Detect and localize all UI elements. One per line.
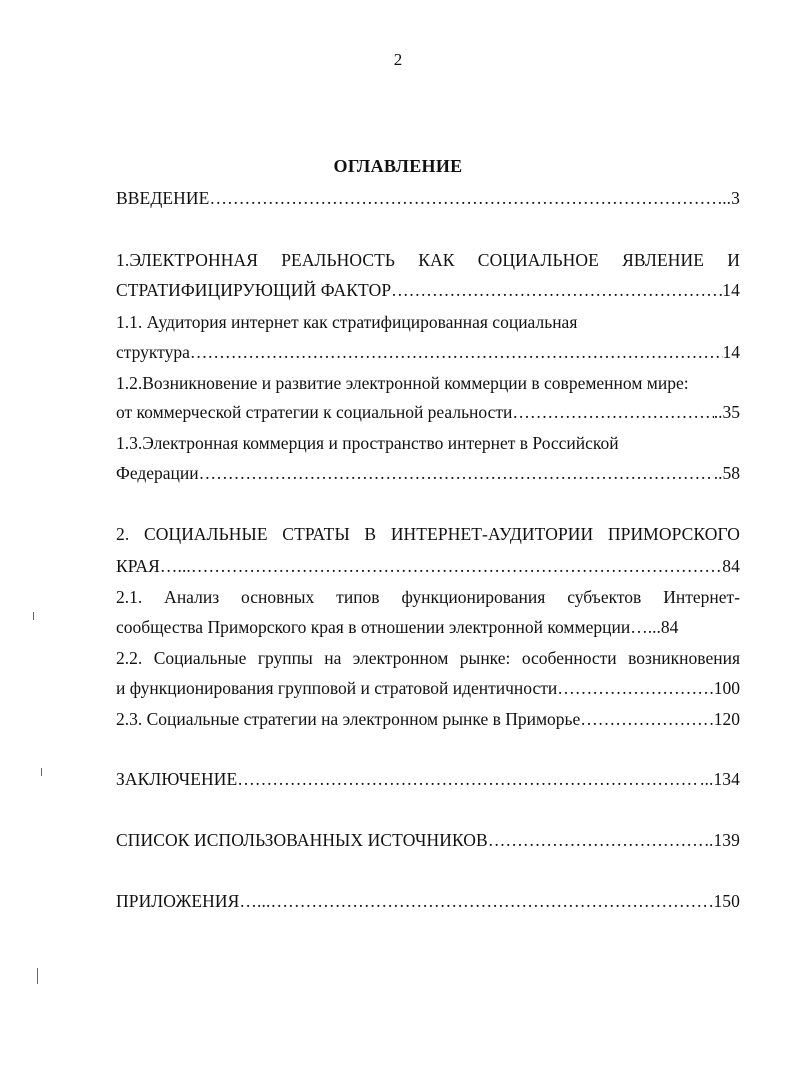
entry-page: .150 [708, 891, 740, 911]
dot-leader [580, 709, 709, 730]
entry-page: 14 [722, 280, 740, 300]
toc-entry-section-1-1[interactable] [116, 342, 740, 363]
toc-entry-section-2-3[interactable] [116, 709, 740, 730]
toc-section-2-1-line1[interactable]: 2.1. Анализ основных типов функционирования субъектов Интернет- [116, 587, 740, 607]
entry-text: КРАЯ…... [116, 556, 191, 576]
dot-leader [237, 769, 700, 790]
toc-section-1-3-line1[interactable]: 1.3.Электронная коммерция и пространство интернет в Российской [116, 433, 619, 453]
scan-mark [41, 768, 42, 776]
toc-entry-conclusion[interactable] [116, 769, 740, 790]
dot-leader [488, 830, 705, 851]
scan-mark [37, 968, 38, 984]
toc-entry-section-2-1[interactable] [116, 617, 740, 638]
toc-entry-chapter-1[interactable] [116, 280, 740, 301]
entry-text: Федерации [116, 463, 199, 483]
entry-page: ...134 [700, 769, 740, 789]
dot-leader [512, 402, 713, 423]
entry-page: .100 [709, 678, 740, 698]
entry-text: сообщества Приморского края в отношении электронной коммерции [116, 617, 631, 637]
toc-entry-section-1-2[interactable] [116, 402, 740, 423]
entry-text: и функционирования групповой и стратовой идентичности [116, 678, 558, 698]
toc-section-2-2-line1[interactable]: 2.2. Социальные группы на электронном рынке: особенности возникновения [116, 648, 740, 668]
toc-entry-chapter-2[interactable] [116, 556, 740, 577]
toc-entry-sources[interactable] [116, 830, 740, 851]
dot-leader [557, 678, 709, 699]
entry-page: .120 [709, 709, 740, 729]
toc-entry-section-1-3[interactable] [116, 463, 740, 484]
page-number: 2 [393, 50, 403, 69]
entry-page: 84 [722, 556, 740, 576]
toc-section-1-1-line1[interactable]: 1.1. Аудитория интернет как стратифицированная социальная [116, 312, 578, 332]
toc-title: ОГЛАВЛЕНИЕ [333, 156, 463, 176]
toc-entry-section-2-2[interactable] [116, 678, 740, 699]
entry-page: ..58 [713, 463, 740, 483]
entry-page: 14 [722, 342, 740, 362]
dot-leader [199, 463, 714, 484]
entry-page: …...84 [630, 617, 679, 637]
scan-mark [33, 612, 34, 620]
entry-text: СПИСОК ИСПОЛЬЗОВАННЫХ ИСТОЧНИКОВ [116, 830, 488, 850]
entry-text: 2.3. Социальные стратегии на электронном рынке в Приморье [116, 709, 581, 729]
toc-chapter-2-line1[interactable]: 2. СОЦИАЛЬНЫЕ СТРАТЫ В ИНТЕРНЕТ-АУДИТОРИИ ПРИМОРСКОГО [116, 524, 740, 544]
entry-text: структура [116, 342, 190, 362]
entry-page: ..35 [713, 402, 740, 422]
toc-section-1-2-line1[interactable]: 1.2.Возникновение и развитие электронной коммерции в современном мире: [116, 373, 689, 393]
entry-text: ПРИЛОЖЕНИЯ…... [116, 891, 271, 911]
entry-text: от коммерческой стратегии к социальной реальности [116, 402, 513, 422]
toc-entry-intro[interactable] [116, 188, 740, 209]
dot-leader [191, 556, 722, 577]
dot-leader [391, 280, 722, 301]
toc-chapter-1-line1[interactable]: 1.ЭЛЕКТРОННАЯ РЕАЛЬНОСТЬ КАК СОЦИАЛЬНОЕ ЯВЛЕНИЕ И [116, 250, 740, 270]
dot-leader [209, 188, 722, 209]
entry-text: ЗАКЛЮЧЕНИЕ [116, 769, 238, 789]
entry-page: ..139 [704, 830, 740, 850]
dot-leader [190, 342, 723, 363]
dot-leader [270, 891, 709, 912]
entry-page: ..3 [722, 188, 740, 208]
toc-entry-appendix[interactable] [116, 891, 740, 912]
entry-text: ВВЕДЕНИЕ [116, 188, 210, 208]
entry-text: СТРАТИФИЦИРУЮЩИЙ ФАКТОР [116, 280, 392, 300]
